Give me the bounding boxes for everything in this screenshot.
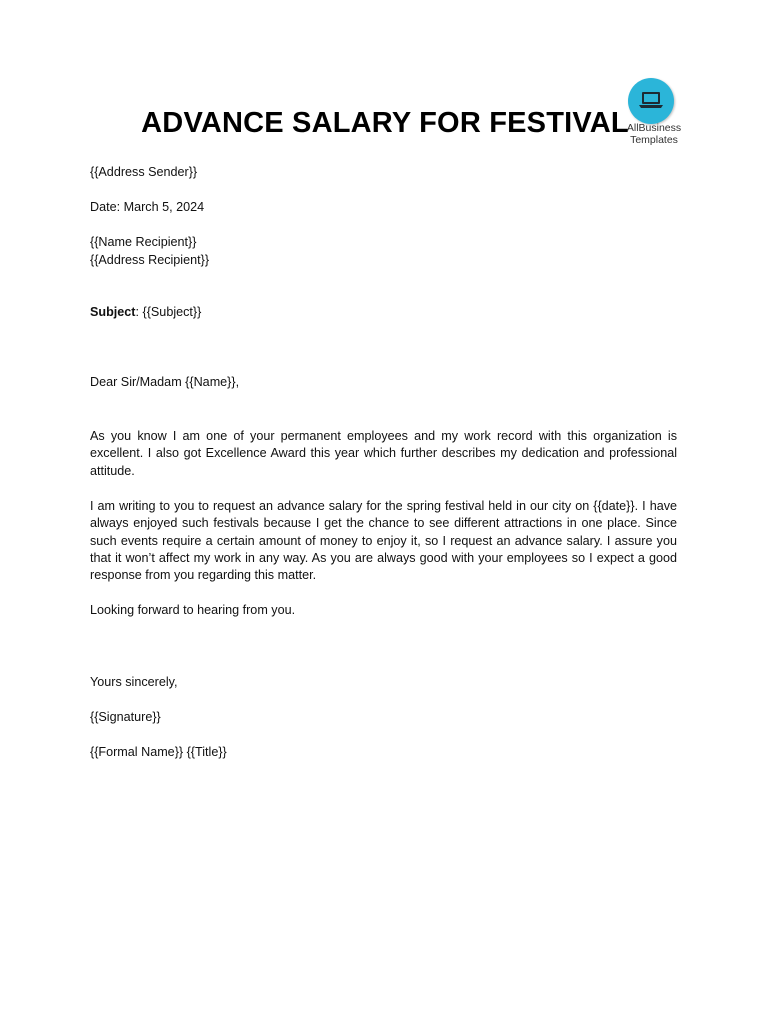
sign-off: Yours sincerely, (90, 675, 178, 689)
allbusiness-templates-logo (618, 78, 690, 150)
body-paragraph-1: As you know I am one of your permanent employees and my work record with this organization is excellent. I also got Excellence Award this year which further describes my dedication and professional attitude. (90, 429, 677, 478)
formal-name-title: {{Formal Name}} {{Title}} (90, 745, 227, 759)
letter-date: Date: March 5, 2024 (90, 200, 205, 214)
logo-badge (628, 78, 674, 124)
logo-line-1: AllBusiness (626, 122, 682, 134)
body-paragraph-2: I am writing to you to request an advance salary for the spring festival held in our city on {{date}}. I have always enjoyed such festivals because I get the chance to see different attractions in one place. Since such events require a certain amount of money to enjoy it, so I request an advance salary. I assure you that it won’t affect my work in any way. As you are always good with your employees so I expect a good response from you regarding this matter. (90, 499, 677, 583)
laptop-icon (638, 89, 664, 111)
logo-wordmark (618, 122, 690, 146)
document-title: ADVANCE SALARY FOR FESTIVAL (141, 107, 629, 139)
address-sender: {{Address Sender}} (90, 165, 198, 179)
name-recipient: {{Name Recipient}} (90, 235, 197, 249)
salutation: Dear Sir/Madam {{Name}}, (90, 375, 240, 389)
logo-line-2: Templates (630, 134, 678, 146)
address-recipient: {{Address Recipient}} (90, 253, 210, 267)
subject-line (90, 304, 677, 322)
subject-label: Subject (90, 305, 136, 319)
closing-line: Looking forward to hearing from you. (90, 603, 296, 617)
signature-placeholder: {{Signature}} (90, 710, 161, 724)
subject-value: : {{Subject}} (135, 305, 202, 319)
